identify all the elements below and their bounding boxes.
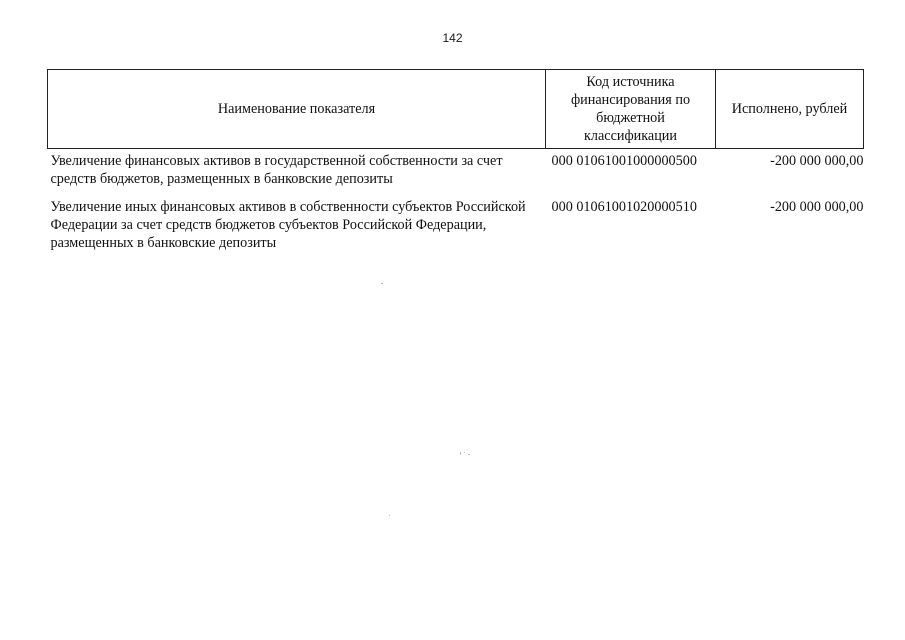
scan-artifact xyxy=(464,452,465,453)
page-number: 142 xyxy=(442,31,463,45)
table-header-row xyxy=(48,70,864,149)
scan-artifact xyxy=(381,283,383,284)
scan-artifact xyxy=(460,452,461,455)
header-executed-amount: Исполнено, рублей xyxy=(716,70,864,149)
scan-artifact xyxy=(389,515,390,516)
scan-artifact xyxy=(468,454,470,455)
indicator-name-cell: Увеличение иных финансовых активов в собственности субъектов Российской Федерации за счет средств бюджетов субъектов Российской Федерации, размещенных в банковские депозиты xyxy=(50,199,526,251)
executed-amount-cell: -200 000 000,00 xyxy=(770,153,864,169)
source-code-cell: 000 01061001000000500 xyxy=(551,153,697,169)
indicator-name-cell: Увеличение финансовых активов в государственной собственности за счет средств бюджетов, размещенных в банковские депозиты xyxy=(50,153,503,187)
budget-execution-table xyxy=(47,69,864,252)
executed-amount-cell: -200 000 000,00 xyxy=(770,199,864,215)
source-code-cell: 000 01061001020000510 xyxy=(551,199,697,215)
header-indicator-name: Наименование показателя xyxy=(48,70,546,149)
table-row xyxy=(48,196,864,252)
table-row xyxy=(48,149,864,197)
header-source-code: Код источника финансирования по бюджетной классификации xyxy=(546,70,716,149)
